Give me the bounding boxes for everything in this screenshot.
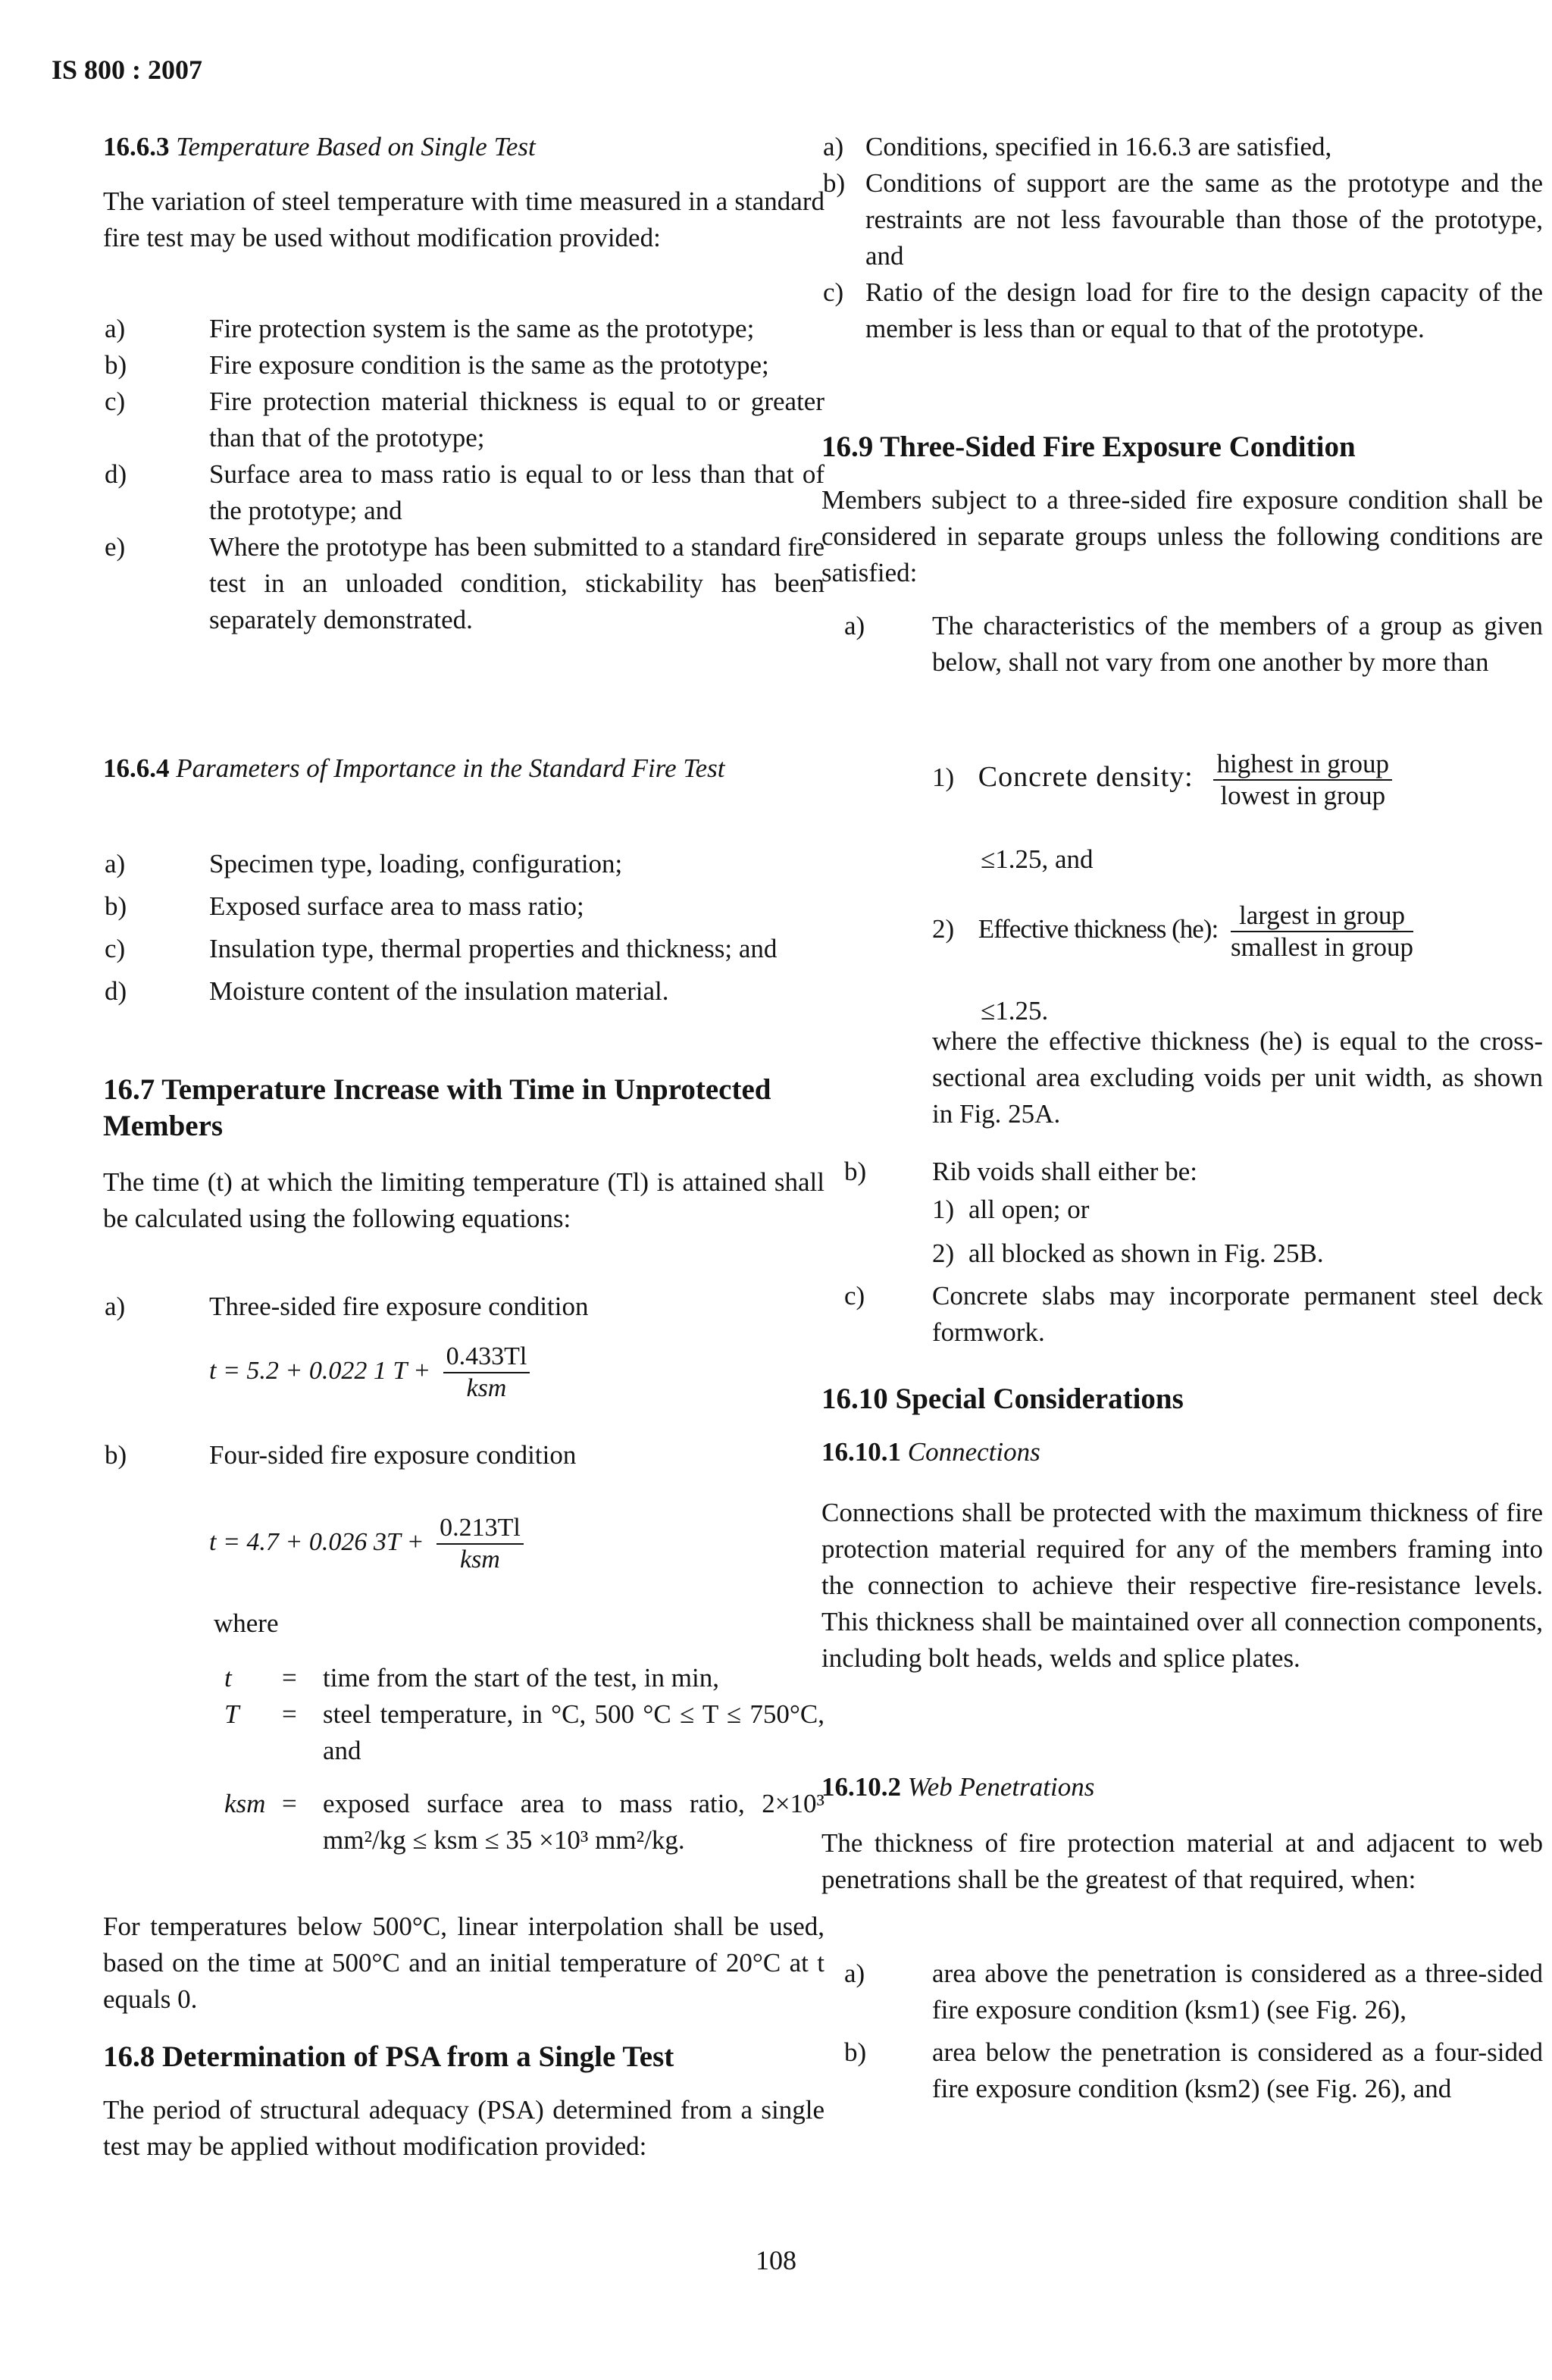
list-item: c) Fire protection material thickness is equal to or greater than that of the prototype;: [105, 387, 824, 453]
equation-b-label: b) Four-sided fire exposure condition: [105, 1440, 577, 1470]
section-16-9-item-a: a) The characteristics of the members of a group as given below, shall not vary from one another by more than: [844, 611, 1543, 677]
section-16-10-2-heading: 16.10.2 Web Penetrations: [821, 1772, 1095, 1802]
list-item: b) Fire exposure condition is the same as the prototype;: [105, 350, 769, 380]
list-item: b) Exposed surface area to mass ratio;: [105, 891, 584, 921]
list-item: e) Where the prototype has been submitted to a standard fire test in an unloaded condition, stickability has been separately demonstrated.: [105, 532, 824, 634]
section-16-10-1-text: Connections shall be protected with the maximum thickness of fire protection material required for any of the members framing into the connection to achieve their respective fire-resistance levels. This thickness shall be maintained over all connection components, including bolt heads, welds and splice plates.: [821, 1498, 1543, 1673]
equation-b: t = 4.7 + 0.026 3T + $\frac{0.213Tl}{\text{ksm}}$: [209, 1513, 824, 1575]
list-item: c) Ratio of the design load for fire to the design capacity of the member is less than or equal to that of the prototype.: [823, 277, 1543, 343]
equation-b-fraction: $\frac{0.213Tl}{\text{ksm}}$: [436, 1513, 524, 1575]
page-number: 108: [756, 2245, 796, 2275]
condition-1-fraction: $\frac{\text{highest in group}}{\text{lowest in group}}$: [1213, 749, 1391, 811]
section-16-6-3-heading: 16.6.3 Temperature Based on Single Test: [103, 132, 536, 161]
list-item: a) Fire protection system is the same as the prototype;: [105, 314, 755, 343]
section-16-6-4-heading: 16.6.4 Parameters of Importance in the Standard Fire Test: [103, 753, 725, 783]
rib-item: 2) all blocked as shown in Fig. 25B.: [932, 1239, 1324, 1268]
section-16-6-3-list: [103, 311, 824, 638]
section-16-10-2-text: The thickness of fire protection material at and adjacent to web penetrations shall be the greatest of that required, when:: [821, 1828, 1543, 1894]
list-item: b) Conditions of support are the same as the prototype and the restraints are not less favourable than those of the prototype, and: [823, 168, 1543, 271]
standard-header: IS 800 : 2007: [52, 55, 203, 85]
equation-a-fraction: $\frac{0.433Tl}{\text{ksm}}$: [443, 1342, 530, 1404]
section-16-7-heading: 16.7 Temperature Increase with Time in Unprotected Members: [103, 1073, 771, 1142]
condition-1-limit: ≤1.25, and: [981, 844, 1094, 874]
condition-2-limit: ≤1.25.: [981, 996, 1049, 1026]
list-item: d) Moisture content of the insulation material.: [105, 976, 669, 1006]
condition-2-fraction: $\frac{\text{largest in group}}{\text{smallest in group}}$: [1230, 900, 1414, 962]
section-16-9-heading: 16.9 Three-Sided Fire Exposure Condition: [821, 431, 1356, 463]
section-16-6-4-list: [103, 846, 824, 1010]
equation-a: t = 5.2 + 0.022 1 T + $\frac{0.433Tl}{\text{ksm}}$: [209, 1342, 824, 1404]
section-16-8-heading: 16.8 Determination of PSA from a Single Test: [103, 2040, 674, 2073]
section-16-9-text: Members subject to a three-sided fire exposure condition shall be considered in separate groups unless the following conditions are satisfied:: [821, 485, 1543, 587]
section-16-8-text: The period of structural adequacy (PSA) determined from a single test may be applied without modification provided:: [103, 2095, 824, 2161]
section-16-10-heading: 16.10 Special Considerations: [821, 1383, 1184, 1415]
list-item: a) Conditions, specified in 16.6.3 are satisfied,: [823, 132, 1332, 161]
list-item: a) Specimen type, loading, configuration;: [105, 849, 623, 878]
list-item: d) Surface area to mass ratio is equal to or less than that of the prototype; and: [105, 459, 824, 525]
where-label: where: [214, 1608, 279, 1638]
section-16-8-list: [821, 129, 1543, 347]
condition-2-note: where the effective thickness (he) is equal to the cross-sectional area excluding voids per unit width, as shown in Fig. 25A.: [932, 1026, 1543, 1129]
section-16-7-note: For temperatures below 500°C, linear interpolation shall be used, based on the time at 500°C and an initial temperature of 20°C at t equals 0.: [103, 1912, 824, 2014]
list-item: a) area above the penetration is considered as a three-sided fire exposure condition (ksm1) (see Fig. 26),: [844, 1959, 1543, 2025]
section-16-9-item-b: b) Rib voids shall either be:: [844, 1157, 1197, 1186]
section-16-6-3-intro: The variation of steel temperature with time measured in a standard fire test may be used without modification provided:: [103, 186, 824, 252]
section-16-10-2-list: [821, 1956, 1543, 2107]
rib-item: 1) all open; or: [932, 1195, 1090, 1224]
condition-1: 1) Concrete density: $\frac{\text{highest in group}}{\text{lowest in group}}$: [932, 749, 1543, 811]
list-item: c) Insulation type, thermal properties and thickness; and: [105, 934, 778, 963]
section-16-9-item-c: c) Concrete slabs may incorporate permanent steel deck formwork.: [844, 1281, 1543, 1347]
document-page: IS 800 : 2007 16.6.3 Temperature Based on Single Test The variation of steel temperature with time measured in a standard fire test may be used without modification provided: a) Fire protection system is the same as the prototype; b) Fire exposure condition is the same as the prototype; c) Fire protection material thickness is equal to or greater than that of the prototype; d) Surface area to mass ratio is equal to or less than that of the prototype; and e) Where the prototype has been submitted to a standard fire test in an unloaded condition, stickability has been separately demonstrated. 16.6.4 Parameters of Importance in the Standard Fire Test a) Specimen type, loading, configuration; b) Exposed surface area to mass ratio; c) Insulation type, thermal properties and thickness; and d) Moisture content of the insulation material. 16.7 Temperature Increase with Time in Unprotected Members The time (t) at which the limiting temperature (Tl) is attained shall be calculated using the following equations: a) Three-sided fire exposure condition t = 5.2 + 0.022 1 T + $\frac{0.433Tl}{\text{ksm}}$ b) Four-sided fire exposure condition t = 4.7 + 0.026 3T + $\frac{0.213Tl}{\text{ksm}}$ where t = time from the start of the test, in min, T = steel temperature, in °C, 500 °C ≤ T ≤ 750°C, and ksm = exposed surface area to mass ratio, 2×10³ mm²/kg ≤ ksm ≤ 35 ×10³ mm²/kg. For temperatures below 500°C, linear interpolation shall be used, based on the time at 500°C and an initial temperature of 20°C at t equals 0. 16.8 Determination of PSA from a Single Test The period of structural adequacy (PSA) determined from a single test may be applied without modification provided: a) Conditions, specified in 16.6.3 are satisfied, b) Conditions of support are the same as the prototype and the restraints are not less favourable than those of the prototype, and c) Ratio of the design load for fire to the design capacity of the member is less than or equal to that of the prototype. 16.9 Three-Sided Fire Exposure Condition Members subject to a three-sided fire exposure condition shall be considered in separate groups unless the following conditions are satisfied: a) The characteristics of the members of a group as given below, shall not vary from one another by more than 1) Concrete density: $\frac{\text{highest in group}}{\text{lowest in group}}$ ≤1.25, and 2) Effective thickness (he): $\frac{\text{largest in group}}{\text{smallest in group}}$ ≤1.25. where the effective thickness (he) is equal to the cross-sectional area excluding voids per unit width, as shown in Fig. 25A. b) Rib voids shall either be: 1) all open; or 2) all blocked as shown in Fig. 25B. c) Concrete slabs may incorporate permanent steel deck formwork. 16.10 Special Considerations 16.10.1 Connections Connections shall be protected with the maximum thickness of fire protection material required for any of the members framing into the connection to achieve their respective fire-resistance levels. This thickness shall be maintained over all connection components, including bolt heads, welds and splice plates. 16.10.2 Web Penetrations The thickness of fire protection material at and adjacent to web penetrations shall be the greatest of that required, when: a) area above the penetration is considered as a three-sided fire exposure condition (ksm1) (see Fig. 26), b) area below the penetration is considered as a four-sided fire exposure condition (ksm2) (see Fig. 26), and 108: [0, 0, 1552, 2380]
list-item: b) area below the penetration is considered as a four-sided fire exposure condition (ksm2) (see Fig. 26), and: [844, 2037, 1543, 2103]
equation-a-label: a) Three-sided fire exposure condition: [105, 1292, 589, 1321]
section-16-10-1-heading: 16.10.1 Connections: [821, 1437, 1040, 1467]
condition-2: 2) Effective thickness (he): $\frac{\text{largest in group}}{\text{smallest in group}}$: [932, 900, 1414, 962]
section-16-7-intro: The time (t) at which the limiting temperature (Tl) is attained shall be calculated using the following equations:: [103, 1167, 824, 1233]
